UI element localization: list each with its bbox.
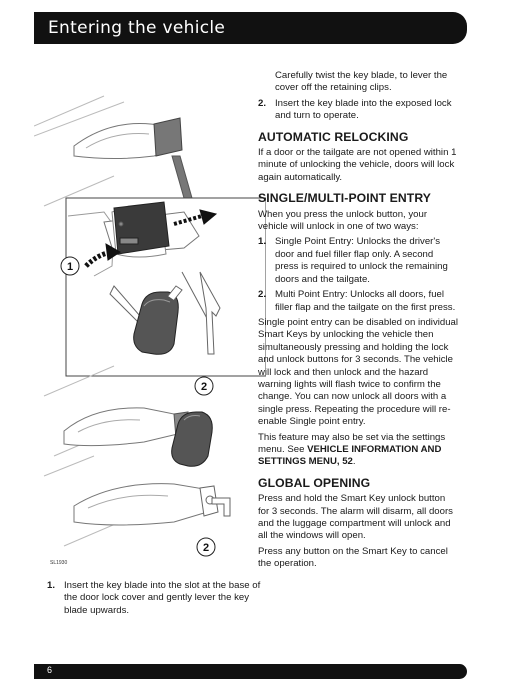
cross-reference-link[interactable]: VEHICLE INFORMATION AND SETTINGS MENU, 52 — [258, 443, 442, 468]
step-number: 1. — [47, 580, 56, 591]
section-heading-entry: SINGLE/MULTI-POINT ENTRY — [258, 191, 432, 206]
figure-code: SL1930 — [50, 560, 68, 566]
list-item — [258, 236, 458, 286]
door-handle-top-drawing — [34, 96, 192, 206]
key-blade-illustration — [34, 76, 266, 576]
door-handle-middle-drawing — [44, 366, 212, 466]
paragraph-with-reference — [258, 432, 458, 469]
continued-paragraph: Carefully twist the key blade, to lever the cover off the retaining clips. — [275, 70, 448, 94]
list-item — [258, 98, 458, 123]
right-column — [258, 70, 458, 574]
callout-2b: 2 — [202, 542, 210, 554]
page-number: 6 — [47, 665, 53, 675]
item-text: Multi Point Entry: Unlocks all doors, fuel filler flap and the tailgate on the first press. — [275, 289, 456, 313]
paragraph: Single point entry can be disabled on individual Smart Keys by unlocking the vehicle then simultaneously pressing and holding the lock and unlock buttons for 3 seconds. The vehicle will lock and then unlock and the hazard warning lights will flash twice to confirm the change. You can now unlock all doors with a single press. Repeating the procedure will re-enable Single point entry. — [258, 316, 459, 428]
step-text: Insert the key blade into the slot at the base of the door lock cover and gently lever the key blade upwards. — [64, 580, 261, 616]
reference-suffix: . — [352, 456, 356, 468]
step-number: 2. — [258, 97, 267, 109]
paragraph: If a door or the tailgate are not opened within 1 minute of unlocking the vehicle, doors will lock again automatically. — [258, 147, 457, 183]
section-heading-global: GLOBAL OPENING — [258, 475, 371, 490]
section-heading-relocking: AUTOMATIC RELOCKING — [258, 129, 409, 144]
item-number: 1. — [258, 236, 267, 248]
paragraph: Press any button on the Smart Key to cancel the operation. — [258, 545, 448, 570]
page-title: Entering the vehicle — [48, 18, 226, 38]
reference-prefix: This feature may also be set via the settings menu. See — [258, 431, 446, 455]
item-number: 2. — [258, 289, 267, 301]
paragraph: Press and hold the Smart Key unlock button for 3 seconds. The alarm will disarm, all doors and the luggage compartment will unlock and all the windows will open. — [258, 493, 453, 542]
door-handle-bottom-drawing — [44, 456, 230, 546]
callout-1: 1 — [66, 261, 74, 273]
list-item — [47, 580, 269, 617]
step-text: Insert the key blade into the exposed lock and turn to operate. — [275, 97, 452, 122]
list-item — [258, 289, 458, 314]
header-bar — [34, 12, 467, 44]
paragraph: When you press the unlock button, your vehicle will unlock in one of two ways: — [258, 208, 428, 233]
left-column — [47, 580, 269, 620]
footer-bar — [34, 664, 467, 679]
item-text: Single Point Entry: Unlocks the driver's door and fuel filler flap only. A second press is required to unlock the remaining doors and the tailgate. — [275, 236, 448, 285]
callout-2a: 2 — [200, 381, 208, 393]
